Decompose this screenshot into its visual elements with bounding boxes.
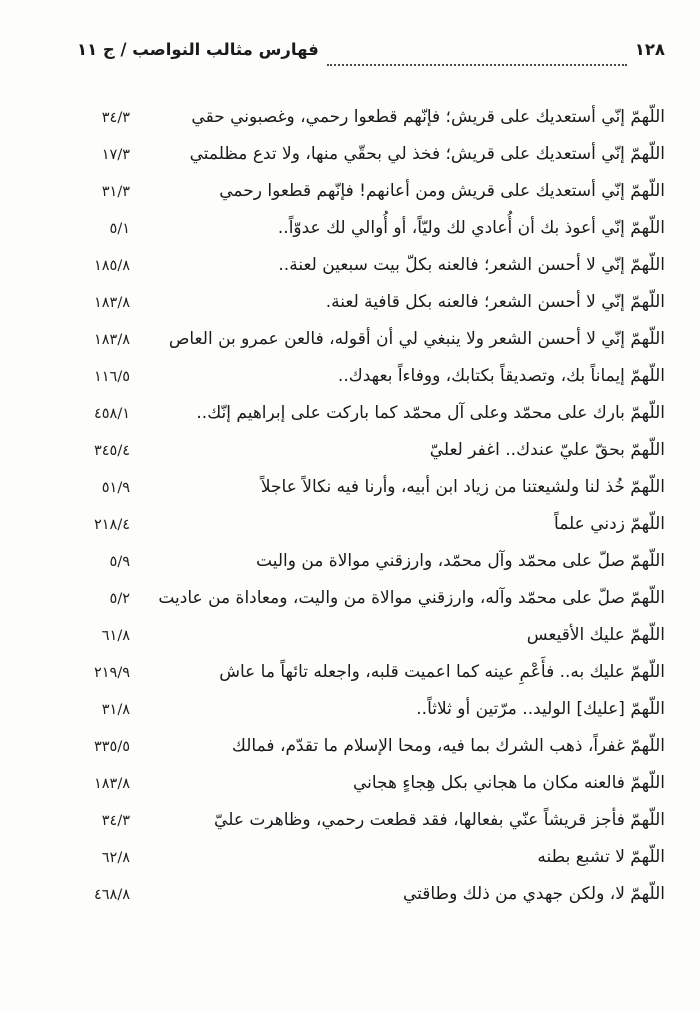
index-entry <box>45 136 665 173</box>
entry-text: اللّهمّ صلّ على محمّد وآله، وارزقني موالاة من واليت، ومعاداة من عاديت <box>158 588 665 608</box>
page-number: ١٢٨ <box>634 40 665 59</box>
index-entry <box>45 395 665 432</box>
index-entry <box>45 432 665 469</box>
index-entry <box>45 765 665 802</box>
entry-ref: ٥/٩ <box>109 554 130 570</box>
entry-ref: ١١٦/٥ <box>93 369 130 385</box>
dot-leader <box>327 63 627 66</box>
entry-ref: ٥/٢ <box>109 591 130 607</box>
entry-text: اللّهمّ فأجز قريشاً عنّي بفعالها، فقد قطعت رحمي، وظاهرت عليّ <box>214 810 665 830</box>
index-entry <box>45 506 665 543</box>
index-entry <box>45 210 665 247</box>
entry-text: اللّهمّ خُذ لنا ولشيعتنا من زياد ابن أبيه، وأرنا فيه نكالاً عاجلاً <box>260 477 665 497</box>
entry-ref: ٣١/٨ <box>101 702 130 718</box>
entry-ref: ٣١/٣ <box>101 184 130 200</box>
index-entry <box>45 173 665 210</box>
index-entry <box>45 617 665 654</box>
entry-text: اللّهمّ إنّي لا أحسن الشعر؛ فالعنه بكل قافية لعنة. <box>325 292 665 312</box>
entry-text: اللّهمّ عليك به.. فأَعْمِ عينه كما اعميت قلبه، واجعله تائهاً ما عاش <box>219 662 665 682</box>
entry-text: اللّهمّ إنّي أعوذ بك أن أُعادي لك وليّاً، أو أُوالي لك عدوّاً.. <box>277 218 665 238</box>
entry-ref: ٣٤٥/٤ <box>93 443 130 459</box>
entry-ref: ٣٤/٣ <box>101 813 130 829</box>
index-entry <box>45 654 665 691</box>
entry-text: اللّهمّ إنّي لا أحسن الشعر ولا ينبغي لي أن أقوله، فالعن عمرو بن العاص <box>168 329 665 349</box>
entry-ref: ١٧/٣ <box>101 147 130 163</box>
running-header <box>0 40 700 70</box>
index-entry <box>45 839 665 876</box>
entry-ref: ٤٦٨/٨ <box>93 887 130 903</box>
entry-ref: ١٨٥/٨ <box>93 258 130 274</box>
entry-text: اللّهمّ لا، ولكن جهدي من ذلك وطاقتي <box>402 884 665 904</box>
index-entry <box>45 802 665 839</box>
entry-ref: ١٨٣/٨ <box>93 295 130 311</box>
entry-text: اللّهمّ زدني علماً <box>554 514 665 534</box>
index-entry <box>45 728 665 765</box>
entry-ref: ٥/١ <box>109 221 130 237</box>
entry-ref: ٣٤/٣ <box>101 110 130 126</box>
header-title: فهارس مثالب النواصب / ج ١١ <box>77 40 319 59</box>
entry-text: اللّهمّ إنّي أستعديك على قريش ومن أعانهم! فإنّهم قطعوا رحمي <box>219 181 665 201</box>
entry-text: اللّهمّ غفراً، ذهب الشرك بما فيه، ومحا الإسلام ما تقدّم، فمالك <box>231 736 665 756</box>
entry-text: اللّهمّ إنّي أستعديك على قريش؛ فخذ لي بحقّي منها، ولا تدع مظلمتي <box>189 144 665 164</box>
entry-ref: ٢١٨/٤ <box>93 517 130 533</box>
index-entry <box>45 321 665 358</box>
index-entry <box>45 358 665 395</box>
entry-text: اللّهمّ [عليك] الوليد.. مرّتين أو ثلاثاً.. <box>416 699 665 719</box>
entry-ref: ١٨٣/٨ <box>93 332 130 348</box>
index-entry <box>45 247 665 284</box>
entry-ref: ٣٣٥/٥ <box>93 739 130 755</box>
index-list <box>0 99 700 913</box>
entry-text: اللّهمّ إنّي أستعديك على قريش؛ فإنّهم قطعوا رحمي، وغصبوني حقي <box>191 107 665 127</box>
entry-ref: ١٨٣/٨ <box>93 776 130 792</box>
entry-ref: ٦٢/٨ <box>101 850 130 866</box>
entry-text: اللّهمّ بارك على محمّد وعلى آل محمّد كما باركت على إبراهيم إنّك.. <box>196 403 665 423</box>
index-entry <box>45 580 665 617</box>
entry-ref: ٢١٩/٩ <box>93 665 130 681</box>
entry-text: اللّهمّ فالعنه مكان ما هجاني بكل هِجاءٍ هجاني <box>352 773 665 793</box>
entry-text: اللّهمّ إنّي لا أحسن الشعر؛ فالعنه بكلّ بيت سبعين لعنة.. <box>278 255 665 275</box>
index-entry <box>45 469 665 506</box>
entry-text: اللّهمّ لا تشبع بطنه <box>537 847 665 867</box>
index-entry <box>45 691 665 728</box>
entry-ref: ٦١/٨ <box>101 628 130 644</box>
entry-text: اللّهمّ صلّ على محمّد وآل محمّد، وارزقني موالاة من واليت <box>256 551 665 571</box>
index-entry <box>45 876 665 913</box>
index-entry <box>45 99 665 136</box>
entry-ref: ٥١/٩ <box>101 480 130 496</box>
index-entry <box>45 284 665 321</box>
entry-text: اللّهمّ إيماناً بك، وتصديقاً بكتابك، ووفاءاً بعهدك.. <box>337 366 665 386</box>
entry-text: اللّهمّ بحقّ عليّ عندك.. اغفر لعليّ <box>429 440 665 460</box>
index-entry <box>45 543 665 580</box>
entry-ref: ٤٥٨/١ <box>93 406 130 422</box>
entry-text: اللّهمّ عليك الأقيعس <box>526 625 665 645</box>
